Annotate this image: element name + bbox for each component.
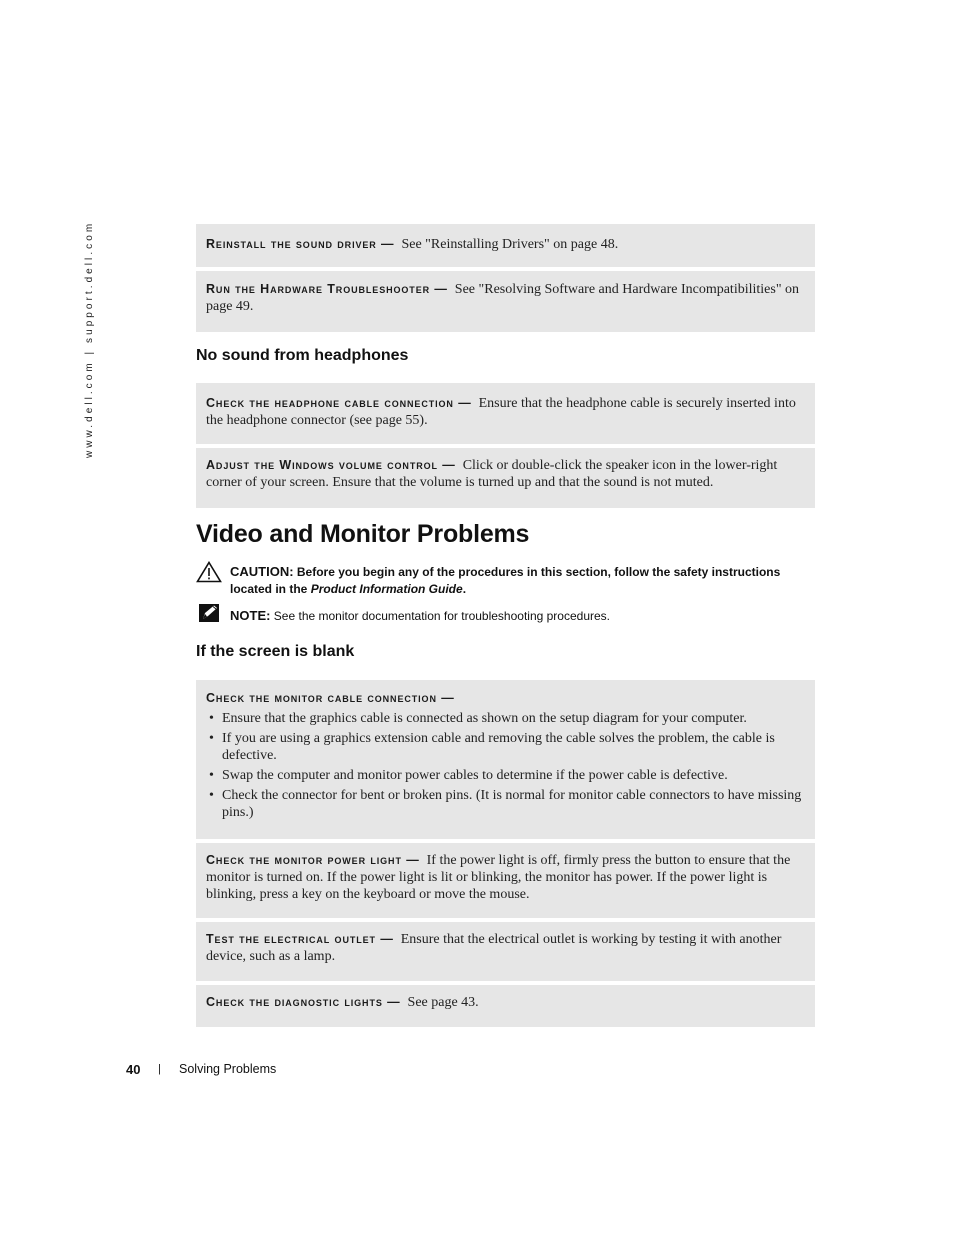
footer-separator: | [158,1063,161,1075]
headphones-heading: No sound from headphones [196,347,409,364]
note-text: See the monitor documentation for troubleshooting procedures. [273,609,611,623]
sound-driver-box [196,224,815,267]
caution-icon [196,561,222,583]
monitor-cable-box [196,680,815,839]
caution-end: . [462,582,467,596]
footer-section: Solving Problems [179,1062,277,1076]
box-text: Click or double-click the speaker icon in the lower-right corner of your screen. Ensure that the volume is turned up and that the sound is not muted. [206,458,778,490]
box-label: Check the headphone cable connection — [206,396,472,410]
product-guide-title: Product Information Guide [310,582,463,596]
box-label: Adjust the Windows volume control — [206,458,456,472]
caution-label: CAUTION: [230,564,294,579]
box-label: Check the diagnostic lights — [206,995,401,1009]
note-pencil-icon [198,603,220,623]
box-label: Run the Hardware Troubleshooter — [206,282,448,296]
box-label: Check the monitor power light — [206,853,420,867]
note-notice [230,607,610,625]
side-url: www.dell.com | support.dell.com [84,220,95,458]
blank-screen-heading: If the screen is blank [196,643,355,660]
section-title: Video and Monitor Problems [196,520,530,548]
windows-volume-box [196,448,815,508]
monitor-cable-list [206,710,805,821]
box-label: Test the electrical outlet — [206,932,394,946]
list-item: • If you are using a graphics extension cable and removing the cable solves the problem, the cable is defective. [206,730,805,764]
box-text: Ensure that the electrical outlet is working by testing it with another device, such as a lamp. [206,932,782,964]
list-item: • Swap the computer and monitor power cables to determine if the power cable is defective. [206,767,805,784]
note-label: NOTE: [230,608,271,623]
diagnostic-lights-box [196,985,815,1027]
box-text: See "Reinstalling Drivers" on page 48. [401,237,619,252]
box-label: Check the monitor cable connection — [206,691,455,705]
box-text: See "Resolving Software and Hardware Incompatibilities" on page 49. [206,282,800,314]
box-text: Ensure that the headphone cable is securely inserted into the headphone connector (see page 55). [206,396,796,428]
monitor-power-box [196,843,815,918]
list-item: • Ensure that the graphics cable is connected as shown on the setup diagram for your computer. [206,710,805,727]
caution-text: Before you begin any of the procedures in this section, follow the safety instructions located in the [230,565,781,596]
box-text: If the power light is off, firmly press the button to ensure that the monitor is turned on. If the power light is lit or blinking, the monitor has power. If the power light is blinking, press a key on the keyboard or move the mouse. [206,853,791,902]
list-item: • Check the connector for bent or broken pins. (It is normal for monitor cable connectors to have missing pins.) [206,787,805,821]
caution-notice [230,563,790,598]
box-label: Reinstall the sound driver — [206,237,395,251]
electrical-outlet-box [196,922,815,981]
headphone-cable-box [196,383,815,444]
box-text: See page 43. [407,995,479,1010]
page-number: 40 [126,1062,141,1077]
hardware-troubleshooter-box [196,271,815,332]
